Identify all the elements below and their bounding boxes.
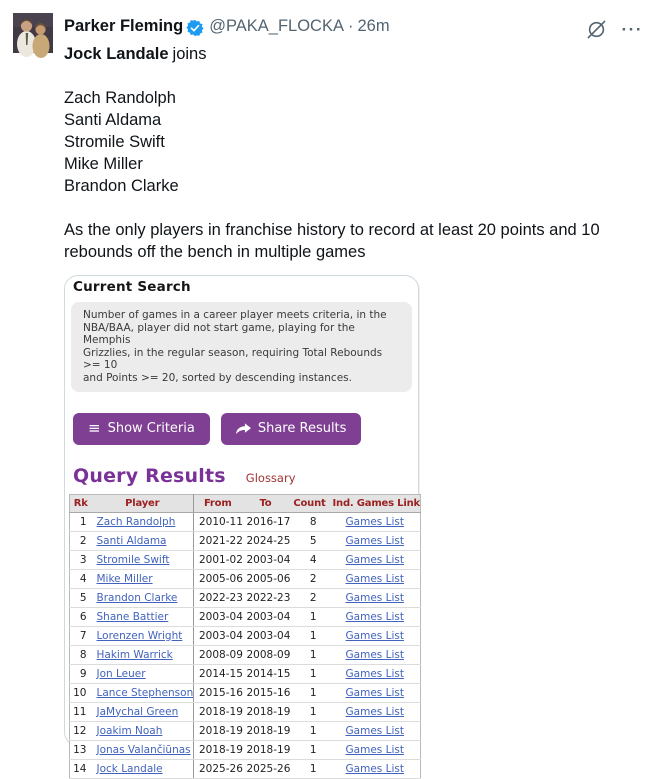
rank-cell: 8 [70,645,92,664]
player-link[interactable]: Brandon Clarke [96,591,178,604]
author-name[interactable]: Parker Fleming [64,17,184,35]
timestamp[interactable]: 26m [357,17,390,35]
from-cell: 2018-19 [194,702,242,721]
player-link[interactable]: Jonas Valančiūnas [96,743,191,756]
to-cell: 2003-04 [242,550,290,569]
lead-rest-text: joins [172,45,207,63]
games-list-link[interactable]: Games List [345,705,404,718]
games-list-link[interactable]: Games List [345,610,404,623]
player-cell [92,626,194,645]
more-menu-icon[interactable]: ··· [621,19,643,39]
grok-icon[interactable] [586,19,607,40]
rank-cell: 11 [70,702,92,721]
table-row [70,740,421,759]
from-cell: 2025-26 [194,759,242,778]
table-row [70,721,421,740]
count-cell: 2 [290,588,330,607]
games-list-cell [330,550,421,569]
share-arrow-icon [236,423,251,435]
player-link[interactable]: Hakim Warrick [96,648,173,661]
results-table-body [70,512,421,778]
count-cell: 5 [290,531,330,550]
player-cell [92,645,194,664]
author-group [64,16,390,37]
show-criteria-button[interactable] [73,413,210,445]
player-link[interactable]: Lorenzen Wright [96,629,183,642]
player-link[interactable]: Stromile Swift [96,553,170,566]
tweet-header [64,16,646,40]
table-row [70,664,421,683]
search-criteria-description [71,302,412,392]
player-link[interactable]: JaMychal Green [96,705,179,718]
tweet-content [64,13,646,775]
verified-badge-icon [186,19,204,37]
card-buttons-row [73,413,418,445]
to-cell: 2015-16 [242,683,290,702]
rank-cell: 5 [70,588,92,607]
player-link[interactable]: Jock Landale [96,762,163,775]
table-row [70,531,421,550]
table-row [70,702,421,721]
player-cell [92,721,194,740]
from-cell: 2018-19 [194,721,242,740]
from-cell: 2022-23 [194,588,242,607]
player-cell [92,740,194,759]
to-cell: 2025-26 [242,759,290,778]
rank-cell: 6 [70,607,92,626]
table-row [70,759,421,778]
description-line: Number of games in a career player meets criteria, in the [83,309,387,321]
avatar[interactable] [13,13,53,53]
player-cell [92,531,194,550]
games-list-cell [330,645,421,664]
to-cell: 2018-19 [242,721,290,740]
from-cell: 2008-09 [194,645,242,664]
table-row [70,607,421,626]
games-list-link[interactable]: Games List [345,572,404,585]
player-link[interactable]: Shane Battier [96,610,169,623]
rank-cell: 10 [70,683,92,702]
avatar-column [13,13,53,746]
author-handle[interactable]: @PAKA_FLOCKA [209,17,344,35]
table-row [70,512,421,531]
column-header: From [194,494,242,512]
games-list-cell [330,683,421,702]
games-list-link[interactable]: Games List [345,762,404,775]
to-cell: 2003-04 [242,626,290,645]
player-link[interactable]: Mike Miller [96,572,153,585]
to-cell: 2022-23 [242,588,290,607]
games-list-link[interactable]: Games List [345,629,404,642]
glossary-link[interactable]: Glossary [245,470,296,485]
player-cell [92,569,194,588]
results-header-row [70,494,421,512]
to-cell: 2024-25 [242,531,290,550]
from-cell: 2021-22 [194,531,242,550]
count-cell: 1 [290,645,330,664]
to-cell: 2018-19 [242,702,290,721]
player-line: Mike Miller [64,155,143,173]
player-line: Stromile Swift [64,133,165,151]
games-list-cell [330,721,421,740]
column-header: Player [92,494,194,512]
description-line: and Points >= 20, sorted by descending instances. [83,371,352,384]
player-link[interactable]: Jon Leuer [96,667,146,680]
games-list-link[interactable]: Games List [345,743,404,756]
games-list-link[interactable]: Games List [345,667,404,680]
from-cell: 2003-04 [194,607,242,626]
count-cell: 1 [290,702,330,721]
games-list-cell [330,702,421,721]
results-table [69,494,421,779]
player-cell [92,512,194,531]
count-cell: 1 [290,740,330,759]
to-cell: 2016-17 [242,512,290,531]
count-cell: 2 [290,569,330,588]
to-cell: 2014-15 [242,664,290,683]
games-list-link[interactable]: Games List [345,686,404,699]
games-list-link[interactable]: Games List [345,591,404,604]
menu-icon: ≡ [88,419,101,438]
table-row [70,626,421,645]
rank-cell: 13 [70,740,92,759]
count-cell: 1 [290,721,330,740]
games-list-link[interactable]: Games List [345,724,404,737]
from-cell: 2010-11 [194,512,242,531]
from-cell: 2003-04 [194,626,242,645]
rank-cell: 14 [70,759,92,778]
player-cell [92,588,194,607]
player-line: Santi Aldama [64,111,162,129]
count-cell: 1 [290,759,330,778]
player-line: Zach Randolph [64,89,176,107]
column-header: Rk [70,494,92,512]
closing-text: As the only players in franchise history to record at least 20 points and 10 rebounds off the bench in multiple games [64,221,600,261]
player-cell [92,683,194,702]
to-cell: 2018-19 [242,740,290,759]
table-row [70,569,421,588]
games-list-link[interactable]: Games List [345,534,404,547]
count-cell: 1 [290,607,330,626]
tweet-text-lead [64,43,646,65]
query-results-title: Query Results [73,464,226,487]
count-cell: 4 [290,550,330,569]
table-row [70,588,421,607]
games-list-cell [330,588,421,607]
show-criteria-label: Show Criteria [107,421,195,437]
count-cell: 8 [290,512,330,531]
from-cell: 2018-19 [194,740,242,759]
column-header: Count [290,494,330,512]
share-results-label: Share Results [257,421,347,437]
games-list-cell [330,531,421,550]
lead-player-name: Jock Landale [64,45,169,63]
stathead-screenshot-card[interactable] [64,275,420,775]
games-list-link[interactable]: Games List [345,553,404,566]
table-row [70,683,421,702]
games-list-cell [330,607,421,626]
to-cell: 2005-06 [242,569,290,588]
player-line: Brandon Clarke [64,177,179,195]
rank-cell: 7 [70,626,92,645]
count-cell: 1 [290,626,330,645]
count-cell: 1 [290,683,330,702]
player-cell [92,550,194,569]
rank-cell: 4 [70,569,92,588]
games-list-cell [330,759,421,778]
player-link[interactable]: Santi Aldama [96,534,167,547]
rank-cell: 2 [70,531,92,550]
from-cell: 2001-02 [194,550,242,569]
current-search-title: Current Search [73,279,191,295]
tweet-actions [586,16,646,40]
avatar-photo [13,13,53,53]
from-cell: 2014-15 [194,664,242,683]
share-results-button[interactable] [221,413,362,445]
player-cell [92,759,194,778]
games-list-cell [330,569,421,588]
from-cell: 2005-06 [194,569,242,588]
games-list-link[interactable]: Games List [345,515,404,528]
games-list-link[interactable]: Games List [345,648,404,661]
rank-cell: 12 [70,721,92,740]
player-link[interactable]: Joakim Noah [96,724,163,737]
description-line: Grizzlies, in the regular season, requiring Total Rebounds >= 10 [83,346,383,372]
column-header: To [242,494,290,512]
table-row [70,645,421,664]
games-list-cell [330,626,421,645]
separator-dot: · [347,17,354,35]
to-cell: 2008-09 [242,645,290,664]
to-cell: 2003-04 [242,607,290,626]
count-cell: 1 [290,664,330,683]
player-link[interactable]: Zach Randolph [96,515,176,528]
player-cell [92,664,194,683]
players-list [64,87,646,197]
games-list-cell [330,664,421,683]
rank-cell: 9 [70,664,92,683]
player-cell [92,702,194,721]
games-list-cell [330,740,421,759]
player-link[interactable]: Lance Stephenson [96,686,194,699]
player-cell [92,607,194,626]
description-line: NBA/BAA, player did not start game, playing for the Memphis [83,321,355,347]
column-header: Ind. Games Link [330,494,421,512]
query-results-row [73,465,418,487]
rank-cell: 3 [70,550,92,569]
rank-cell: 1 [70,512,92,531]
games-list-cell [330,512,421,531]
from-cell: 2015-16 [194,683,242,702]
table-row [70,550,421,569]
